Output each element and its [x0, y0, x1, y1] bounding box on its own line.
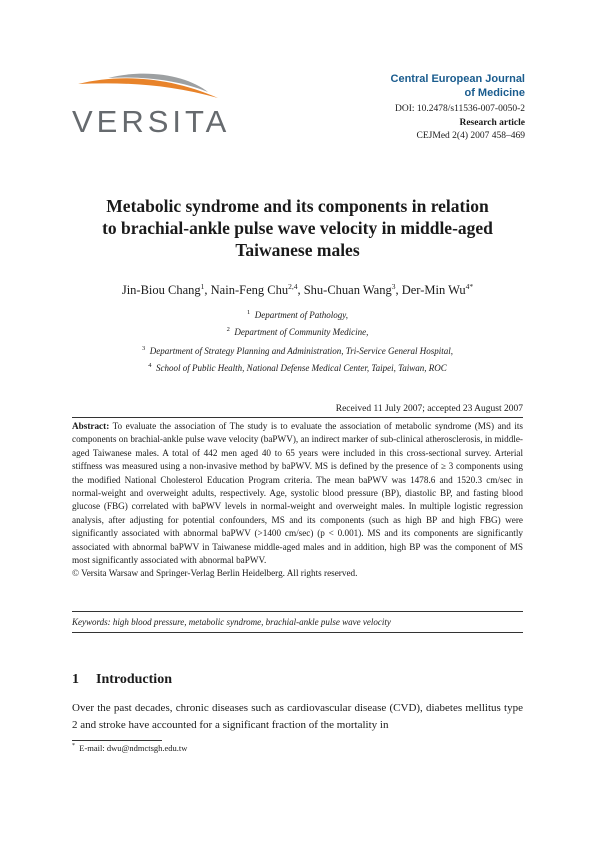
title-line: to brachial-ankle pulse wave velocity in middle-aged: [102, 218, 493, 238]
affiliation-text: School of Public Health, National Defense Medical Center, Taipei, Taiwan, ROC: [155, 363, 447, 373]
affiliation: [40, 309, 555, 320]
author-name: Shu-Chuan Wang: [303, 283, 392, 298]
affiliation-text: Department of Community Medicine,: [234, 327, 369, 337]
keywords: Keywords: high blood pressure, metabolic syndrome, brachial-ankle pulse wave velocity: [72, 617, 391, 627]
author-affil-mark: 2,4: [288, 282, 298, 291]
affiliation-number: 4: [148, 362, 152, 369]
affiliation-number: 3: [141, 345, 146, 352]
body-paragraph: Over the past decades, chronic diseases such as cardiovascular disease (CVD), diabetes mellitus type 2 and stroke have accounted for a significant fraction of the mortality in: [72, 702, 523, 731]
journal-name: [391, 72, 525, 100]
copyright-notice: © Versita Warsaw and Springer-Verlag Berlin Heidelberg. All rights reserved.: [72, 568, 358, 579]
author-affil-mark: 4*: [465, 282, 474, 291]
affiliation: [40, 362, 555, 373]
author-affil-mark: 3: [391, 282, 396, 291]
keywords-top-rule: [72, 611, 523, 612]
journal-name-line-2: of Medicine: [464, 87, 525, 99]
footnote: [72, 743, 187, 753]
section-heading: [72, 672, 172, 688]
author-separator: ,: [395, 283, 402, 298]
keywords-bottom-rule: [72, 632, 523, 633]
author-separator: ,: [204, 283, 211, 298]
section-title: Introduction: [96, 672, 172, 687]
author-separator: ,: [297, 283, 304, 298]
author-list: [40, 282, 555, 298]
title-line: Metabolic syndrome and its components in relation: [106, 196, 489, 216]
abstract-text: To evaluate the association of The study is to evaluate the association of metabolic syndrome (MS) and its components on brachial-ankle pulse wave velocity (baPWV), an indirect marker of sub-clinical atherosclerosis, in middle-aged Taiwanese males. A total of 442 men aged 40 to 65 years were included in this cross-sectional survey. Arterial stiffness was measured using a non-invasive method by baPWV. MS is defined by the presence of ≥ 3 components using the modified National Cholesterol Education Program criteria. The mean baPWV was 1478.6 and 1520.3 cm/sec in normal-weight and overweight adults, respectively. Age, systolic blood pressure (BP), diastolic BP, and fasting blood glucose (FBG) correlated with baPWV levels in normal-weight and overweight males. In multiple logistic regression analysis, after adjusting for potential confounders, MS and its components (such as high BP and high FBG) were significantly associated with abnormal baPWV (>1400 cm/sec) (p < 0.001). MS and its components are significantly associated with abnormal baPWV in Taiwanese middle-aged males and in addition, high BP was the component of MS most significantly associated with abnormal baPWV.: [72, 421, 524, 566]
article-meta: [395, 103, 525, 144]
title-line: Taiwanese males: [235, 240, 360, 260]
footnote-mark: *: [72, 743, 75, 750]
received-dates: Received 11 July 2007; accepted 23 August 2007: [335, 404, 523, 414]
versita-logo-text: VERSITA: [72, 104, 231, 139]
affiliation-text: Department of Pathology,: [254, 310, 348, 320]
author-name: Der-Min Wu: [401, 283, 466, 298]
abstract-top-rule: [72, 417, 523, 418]
citation: CEJMed 2(4) 2007 458–469: [416, 131, 525, 141]
abstract-label: Abstract:: [72, 421, 110, 431]
journal-name-line-1: Central European Journal: [390, 73, 525, 85]
doi: DOI: 10.2478/s11536-007-0050-2: [395, 104, 525, 114]
affiliation-number: 2: [226, 326, 230, 333]
footnote-rule: [72, 740, 162, 741]
section-number: 1: [72, 672, 79, 687]
abstract: [72, 420, 523, 581]
author-name: Nain-Feng Chu: [210, 283, 289, 298]
affiliation-text: Department of Strategy Planning and Administration, Tri-Service General Hospital,: [149, 346, 454, 356]
article-type: Research article: [459, 117, 525, 128]
author-affil-mark: 1: [200, 282, 205, 291]
affiliation: [40, 345, 555, 356]
affiliation: [40, 326, 555, 337]
footnote-text: E-mail: dwu@ndmctsgh.edu.tw: [79, 743, 188, 753]
affiliation-number: 1: [247, 309, 251, 316]
paper-title: [60, 195, 535, 261]
author-name: Jin-Biou Chang: [121, 283, 201, 298]
